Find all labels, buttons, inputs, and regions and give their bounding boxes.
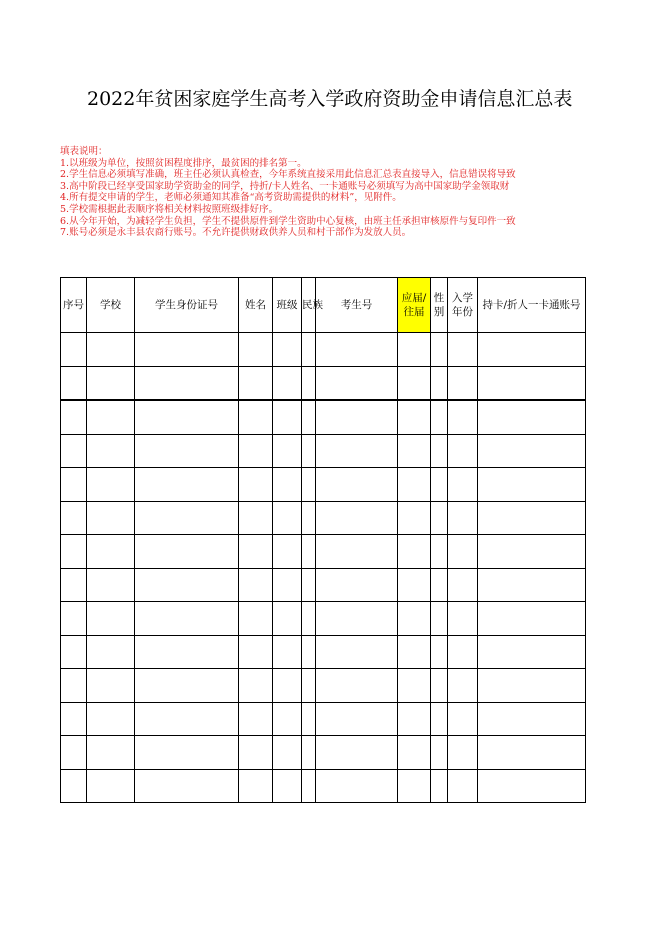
table-cell[interactable] xyxy=(478,400,586,434)
table-cell[interactable] xyxy=(135,400,239,434)
table-cell[interactable] xyxy=(398,400,431,434)
table-cell[interactable] xyxy=(87,333,135,367)
table-cell[interactable] xyxy=(398,501,431,535)
header-row xyxy=(61,278,586,333)
table-cell[interactable] xyxy=(239,669,273,703)
table-cell[interactable] xyxy=(398,568,431,602)
col-header-name: 姓名 xyxy=(239,278,273,333)
table-cell[interactable] xyxy=(135,535,239,569)
table-cell[interactable] xyxy=(87,400,135,434)
table-cell[interactable] xyxy=(239,769,273,803)
table-cell[interactable] xyxy=(448,333,478,367)
instruction-item: 3.高中阶段已经享受国家助学资助金的同学，持折/卡人姓名、一卡通账号必须填写为高中国家助学金领取财 xyxy=(60,180,510,192)
table-cell[interactable] xyxy=(398,769,431,803)
table-cell[interactable] xyxy=(431,468,448,502)
table-cell[interactable] xyxy=(87,736,135,770)
table-cell[interactable] xyxy=(316,434,398,468)
table-cell[interactable] xyxy=(448,535,478,569)
col-header-enrollment-year: 入学年份 xyxy=(448,278,478,333)
table-row xyxy=(61,400,586,434)
table-cell[interactable] xyxy=(135,602,239,636)
table-row xyxy=(61,434,586,468)
table-cell[interactable] xyxy=(302,669,316,703)
table-cell[interactable] xyxy=(302,400,316,434)
table-cell[interactable] xyxy=(135,366,239,400)
table-cell[interactable] xyxy=(302,568,316,602)
table-cell[interactable] xyxy=(239,400,273,434)
table-cell[interactable] xyxy=(87,568,135,602)
table-cell[interactable] xyxy=(87,602,135,636)
table-cell[interactable] xyxy=(87,366,135,400)
table-cell[interactable] xyxy=(61,602,87,636)
col-header-ethnicity xyxy=(302,278,323,333)
table-cell[interactable] xyxy=(398,333,431,367)
instruction-item: 1.以班级为单位，按照贫困程度排序，最贫困的排名第一。 xyxy=(60,157,307,169)
table-cell[interactable] xyxy=(448,702,478,736)
table-cell[interactable] xyxy=(135,568,239,602)
table-cell[interactable] xyxy=(135,501,239,535)
table-cell[interactable] xyxy=(478,702,586,736)
col-header-account: 持卡/折人一卡通账号 xyxy=(478,278,586,333)
table-cell[interactable] xyxy=(431,602,448,636)
table-row xyxy=(61,669,586,703)
instruction-item: 7.账号必须是永丰县农商行账号。不允许提供财政供养人员和村干部作为发放人员。 xyxy=(60,227,412,239)
table-cell[interactable] xyxy=(135,434,239,468)
table-cell[interactable] xyxy=(239,333,273,367)
table-cell[interactable] xyxy=(431,434,448,468)
table-row xyxy=(61,736,586,770)
table-row xyxy=(61,568,586,602)
table-cell[interactable] xyxy=(273,736,302,770)
table-cell[interactable] xyxy=(316,468,398,502)
table-cell[interactable] xyxy=(87,501,135,535)
table-cell[interactable] xyxy=(87,535,135,569)
table-cell[interactable] xyxy=(239,366,273,400)
table-cell[interactable] xyxy=(316,366,398,400)
table-cell[interactable] xyxy=(398,736,431,770)
table-cell[interactable] xyxy=(448,434,478,468)
table-cell[interactable] xyxy=(239,535,273,569)
table-cell[interactable] xyxy=(478,769,586,803)
table-cell[interactable] xyxy=(135,468,239,502)
table-cell[interactable] xyxy=(61,366,87,400)
table-cell[interactable] xyxy=(478,602,586,636)
table-row xyxy=(61,501,586,535)
table-cell[interactable] xyxy=(273,366,302,400)
table-cell[interactable] xyxy=(431,769,448,803)
table-cell[interactable] xyxy=(448,769,478,803)
table-row xyxy=(61,333,586,367)
table-row xyxy=(61,366,586,400)
table-cell[interactable] xyxy=(431,635,448,669)
table-cell[interactable] xyxy=(431,736,448,770)
applicant-table xyxy=(60,277,586,803)
table-cell[interactable] xyxy=(302,702,316,736)
table-cell[interactable] xyxy=(431,535,448,569)
table-cell[interactable] xyxy=(478,366,586,400)
table-cell[interactable] xyxy=(398,468,431,502)
table-cell[interactable] xyxy=(61,736,87,770)
table-cell[interactable] xyxy=(448,468,478,502)
table-cell[interactable] xyxy=(273,434,302,468)
table-cell[interactable] xyxy=(302,468,316,502)
instructions-heading: 填表说明： xyxy=(60,146,108,157)
table-cell[interactable] xyxy=(61,468,87,502)
table-cell[interactable] xyxy=(273,501,302,535)
table-cell[interactable] xyxy=(448,602,478,636)
table-cell[interactable] xyxy=(302,366,316,400)
table-cell[interactable] xyxy=(478,669,586,703)
table-cell[interactable] xyxy=(302,434,316,468)
table-cell[interactable] xyxy=(273,702,302,736)
instructions-block xyxy=(60,146,585,239)
table-cell[interactable] xyxy=(478,333,586,367)
table-cell[interactable] xyxy=(431,501,448,535)
table-cell[interactable] xyxy=(302,535,316,569)
table-row xyxy=(61,702,586,736)
table-cell[interactable] xyxy=(448,635,478,669)
table-cell[interactable] xyxy=(316,736,398,770)
table-row xyxy=(61,769,586,803)
table-cell[interactable] xyxy=(448,736,478,770)
table-row xyxy=(61,535,586,569)
table-cell[interactable] xyxy=(87,769,135,803)
table-cell[interactable] xyxy=(302,736,316,770)
table-cell[interactable] xyxy=(61,333,87,367)
table-cell[interactable] xyxy=(478,501,586,535)
table-cell[interactable] xyxy=(316,333,398,367)
table-cell[interactable] xyxy=(398,669,431,703)
table-cell[interactable] xyxy=(478,568,586,602)
table-cell[interactable] xyxy=(431,333,448,367)
table-cell[interactable] xyxy=(302,333,316,367)
table-cell[interactable] xyxy=(135,769,239,803)
table-cell[interactable] xyxy=(316,669,398,703)
instruction-item: 6.从今年开始，为减轻学生负担，学生不提供原件到学生资助中心复核，由班主任承担审核原件与复印件一致 xyxy=(60,215,516,227)
table-cell[interactable] xyxy=(478,434,586,468)
table-cell[interactable] xyxy=(239,468,273,502)
col-header-id-number: 学生身份证号 xyxy=(135,278,239,333)
table-cell[interactable] xyxy=(239,602,273,636)
instruction-item: 4.所有提交申请的学生，老师必须通知其准备“高考资助需提供的材料”，见附件。 xyxy=(60,192,402,204)
table-cell[interactable] xyxy=(61,434,87,468)
table-cell[interactable] xyxy=(448,366,478,400)
table-cell[interactable] xyxy=(239,568,273,602)
table-cell[interactable] xyxy=(431,366,448,400)
sheet-title: 2022年贫困家庭学生高考入学政府资助金申请信息汇总表 xyxy=(87,88,573,110)
table-cell[interactable] xyxy=(273,400,302,434)
table-cell[interactable] xyxy=(273,769,302,803)
table-cell[interactable] xyxy=(87,434,135,468)
table-cell[interactable] xyxy=(61,501,87,535)
table-cell[interactable] xyxy=(239,635,273,669)
table-cell[interactable] xyxy=(135,702,239,736)
table-cell[interactable] xyxy=(316,400,398,434)
table-cell[interactable] xyxy=(316,501,398,535)
table-cell[interactable] xyxy=(398,434,431,468)
table-cell[interactable] xyxy=(448,501,478,535)
table-cell[interactable] xyxy=(239,736,273,770)
table-cell[interactable] xyxy=(478,635,586,669)
table-cell[interactable] xyxy=(87,635,135,669)
table-cell[interactable] xyxy=(398,702,431,736)
table-cell[interactable] xyxy=(431,568,448,602)
table-row xyxy=(61,468,586,502)
table-cell[interactable] xyxy=(431,400,448,434)
col-header-exam-number: 考生号 xyxy=(316,278,398,333)
table-cell[interactable] xyxy=(398,602,431,636)
table-cell[interactable] xyxy=(478,468,586,502)
table-cell[interactable] xyxy=(239,434,273,468)
table-cell[interactable] xyxy=(431,669,448,703)
table-row xyxy=(61,635,586,669)
table-cell[interactable] xyxy=(61,635,87,669)
table-cell[interactable] xyxy=(87,468,135,502)
table-cell[interactable] xyxy=(316,535,398,569)
table-cell[interactable] xyxy=(61,400,87,434)
table-cell[interactable] xyxy=(316,568,398,602)
table-cell[interactable] xyxy=(448,669,478,703)
table-cell[interactable] xyxy=(448,568,478,602)
table-cell[interactable] xyxy=(478,535,586,569)
table-cell[interactable] xyxy=(273,635,302,669)
col-header-graduate-status: 应届/往届 xyxy=(398,278,431,333)
table-cell[interactable] xyxy=(61,769,87,803)
table-cell[interactable] xyxy=(239,702,273,736)
table-cell[interactable] xyxy=(302,635,316,669)
col-header-school: 学校 xyxy=(87,278,135,333)
col-header-gender: 性别 xyxy=(431,278,448,333)
table-cell[interactable] xyxy=(398,635,431,669)
table-cell[interactable] xyxy=(316,635,398,669)
table-cell[interactable] xyxy=(302,501,316,535)
table-cell[interactable] xyxy=(316,602,398,636)
table-cell[interactable] xyxy=(316,702,398,736)
table-cell[interactable] xyxy=(61,669,87,703)
table-cell[interactable] xyxy=(431,702,448,736)
table-cell[interactable] xyxy=(135,669,239,703)
table-cell[interactable] xyxy=(135,333,239,367)
table-cell[interactable] xyxy=(316,769,398,803)
table-cell[interactable] xyxy=(302,602,316,636)
table-cell[interactable] xyxy=(87,669,135,703)
table-cell[interactable] xyxy=(302,769,316,803)
table-cell[interactable] xyxy=(135,635,239,669)
col-header-index: 序号 xyxy=(61,278,87,333)
table-cell[interactable] xyxy=(478,736,586,770)
table-cell[interactable] xyxy=(398,535,431,569)
table-cell[interactable] xyxy=(61,535,87,569)
table-cell[interactable] xyxy=(61,568,87,602)
table-cell[interactable] xyxy=(273,535,302,569)
table-cell[interactable] xyxy=(273,602,302,636)
col-header-ethnicity-label: 民族 xyxy=(302,299,323,311)
table-cell[interactable] xyxy=(273,333,302,367)
instruction-item: 2.学生信息必须填写准确，班主任必须认真检查，今年系统直接采用此信息汇总表直接导入，信息错误将导致 xyxy=(60,169,516,181)
table-cell[interactable] xyxy=(448,400,478,434)
table-cell[interactable] xyxy=(135,736,239,770)
table-cell[interactable] xyxy=(87,702,135,736)
col-header-class: 班级 xyxy=(273,278,302,333)
table-cell[interactable] xyxy=(239,501,273,535)
table-row xyxy=(61,602,586,636)
table-cell[interactable] xyxy=(61,702,87,736)
table-cell[interactable] xyxy=(273,669,302,703)
table-cell[interactable] xyxy=(273,568,302,602)
instruction-item: 5.学校需根据此表顺序将相关材料按照班级排好序。 xyxy=(60,203,279,215)
table-cell[interactable] xyxy=(273,468,302,502)
table-cell[interactable] xyxy=(398,366,431,400)
